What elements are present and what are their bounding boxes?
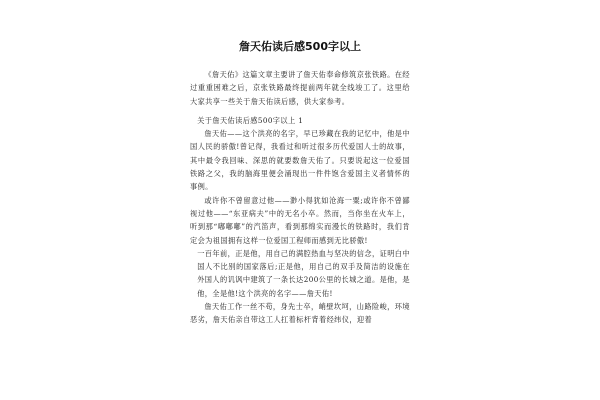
document-title: 詹天佑读后感500字以上 [239, 40, 361, 53]
document-page [190, 30, 410, 327]
body-paragraph: 詹天佑——这个洪亮的名字，早已珍藏在我的记忆中，他是中国人民的骄傲!曾记得，我看过和听过很多历代爱国人士的故事，其中最令我回味、深思的就要数詹天佑了。只要说起这一位爱国铁路之父，我的脑海里便会涌现出一件件饱含爱国主义者情怀的事例。 [190, 129, 410, 192]
intro-paragraph: 《詹天佑》这篇文章主要讲了詹天佑奉命修筑京张铁路。在经过重重困难之后，京张铁路最终提前两年就全线竣工了。这里给大家共享一些关于詹天佑读后感，供大家参考。 [190, 70, 410, 106]
body-paragraph: 詹天佑工作一丝不苟，身先士卒，峭壁坎坷，山路险峻，环境恶劣，詹天佑亲自带这工人扛着标杆背着经纬仪，迎着 [190, 302, 410, 325]
section-heading: 关于詹天佑读后感500字以上 1 [197, 115, 304, 125]
body-paragraph: 或许你不曾留意过他——渺小得犹如沧海一粟;或许你不曾鄙视过他——“东亚病夫”中的无名小卒。然而，当你坐在火车上，听到那“嘟嘟嘟”的汽笛声，看到那绵实而漫长的铁路时，我们肯定会为祖国拥有这样一位爱国工程师而感到无比骄傲! [190, 195, 410, 245]
body-paragraph: 一百年前，正是他，用自己的满腔热血与坚决的信念，证明白中国人不比别的国家落后;正是他，用自己的双手及简洁的设施在外国人的讥讽中建筑了一条长达200公里的长城之道。是他，是他，全是他!这个洪亮的名字——詹天佑! [197, 248, 410, 298]
